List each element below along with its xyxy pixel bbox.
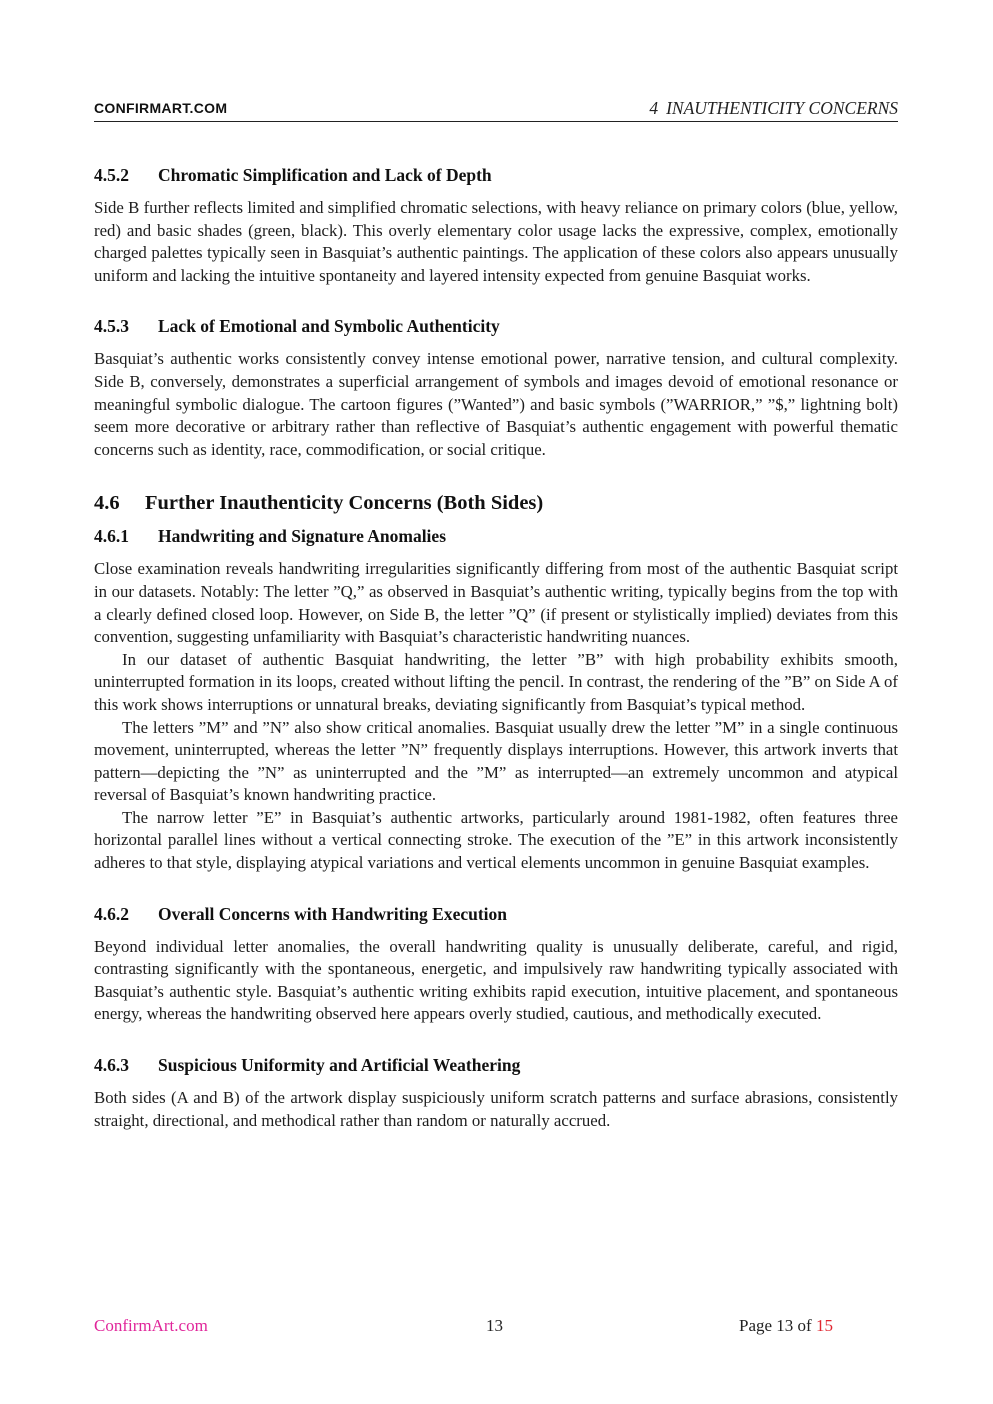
footer-page-number: 13 [486, 1316, 503, 1335]
subsection-heading-4-6-2 [94, 899, 898, 929]
section-title: Further Inauthenticity Concerns (Both Sides) [145, 492, 544, 515]
subsection-title: Chromatic Simplification and Lack of Depth [158, 165, 492, 185]
subsection-heading-4-6-3 [94, 1050, 898, 1080]
paragraph: Basquiat’s authentic works consistently convey intense emotional power, narrative tension, and cultural complexity. Side B, conversely, demonstrates a superficial arrangement of symbols and images devoid of emotional resonance or meaningful symbolic dialogue. The cartoon figures (”Wanted”) and basic symbols (”WARRIOR,” ”$,” lightning bolt) seem more decorative or arbitrary rather than reflective of Basquiat’s authentic engagement with powerful thematic concerns such as identity, race, commodification, or social critique. [94, 349, 898, 459]
footer-page-label: Page 13 of [739, 1316, 812, 1335]
section-heading-4-6 [94, 487, 898, 519]
header-section-name: INAUTHENTICITY CONCERNS [666, 98, 898, 118]
header-section-title [649, 98, 898, 119]
paragraph: Close examination reveals handwriting irregularities significantly differing from most of the authentic Basquiat script in our datasets. Notably: The letter ”Q,” as observed in Basquiat’s authentic writing, typically begins from the top with a clearly defined closed loop. However, on Side B, the letter ”Q” (if present or stylistically implied) deviates from this convention, suggesting unfamiliarity with Basquiat’s characteristic handwriting nuances. [94, 559, 898, 647]
running-header [94, 97, 898, 122]
subsection-number: 4.5.2 [94, 165, 129, 185]
footer-page-count [739, 1316, 833, 1336]
paragraph: The letters ”M” and ”N” also show critical anomalies. Basquiat usually drew the letter ”M” in a single continuous movement, uninterrupted, whereas the letter ”N” frequently displays interruptions. However, this artwork inverts that pattern—depicting the ”N” as uninterrupted and the ”M” as interrupted—an extremely uncommon and atypical reversal of Basquiat’s known handwriting practice. [94, 717, 898, 805]
paragraph: In our dataset of authentic Basquiat handwriting, the letter ”B” with high probability exhibits smooth, uninterrupted formation in its loops, created without lifting the pencil. In contrast, the rendering of the ”B” on Side A of this work shows interruptions or unnatural breaks, deviating significantly from Basquiat’s typical method. [94, 649, 898, 714]
header-logo[interactable]: CONFIRMART.COM [94, 100, 228, 116]
header-section-number: 4 [649, 98, 659, 118]
footer-site-link[interactable]: ConfirmArt.com [94, 1316, 208, 1335]
subsection-number: 4.6.3 [94, 1055, 129, 1076]
paragraph: Both sides (A and B) of the artwork display suspiciously uniform scratch patterns and surface abrasions, consistently straight, directional, and methodical rather than random or naturally accrued. [94, 1088, 898, 1130]
subsection-number: 4.5.3 [94, 316, 129, 337]
subsection-heading-4-6-1 [94, 521, 898, 551]
paragraph: Side B further reflects limited and simplified chromatic selections, with heavy reliance on primary colors (blue, yellow, red) and basic shades (green, black). This overly elementary color usage lacks the expressive, complex, emotionally charged palettes typically seen in Basquiat’s authentic paintings. The application of these colors also appears unusually uniform and lacking the intuitive spontaneity and layered intensity expected from genuine Basquiat works. [94, 198, 898, 285]
subsection-number: 4.6.1 [94, 526, 129, 547]
subsection-heading-4-5-3 [94, 311, 898, 341]
subsection-title: Overall Concerns with Handwriting Execution [158, 903, 508, 924]
subsection-title: Lack of Emotional and Symbolic Authenticity [158, 316, 500, 337]
paragraph: Beyond individual letter anomalies, the overall handwriting quality is unusually deliberate, careful, and rigid, contrasting significantly with the spontaneous, energetic, and impulsively raw handwriting typically associated with Basquiat’s authentic style. Basquiat’s authentic writing exhibits rapid execution, intuitive placement, and spontaneous energy, whereas the handwriting observed here appears overly studied, cautious, and methodically executed. [94, 936, 898, 1024]
section-number: 4.6 [94, 492, 120, 515]
footer-page-total-link[interactable]: 15 [815, 1316, 833, 1335]
page-body [94, 160, 898, 1132]
subsection-title: Suspicious Uniformity and Artificial Weathering [158, 1055, 521, 1076]
paragraph: The narrow letter ”E” in Basquiat’s authentic artworks, particularly around 1981-1982, often features three horizontal parallel lines without a vertical connecting stroke. The execution of the ”E” in this artwork inconsistently adheres to that style, displaying atypical variations and vertical elements uncommon in genuine Basquiat examples. [94, 807, 898, 873]
subsection-number: 4.6.2 [94, 903, 129, 924]
subsection-title: Handwriting and Signature Anomalies [158, 526, 446, 547]
subsection-heading-4-5-2 [94, 160, 898, 190]
